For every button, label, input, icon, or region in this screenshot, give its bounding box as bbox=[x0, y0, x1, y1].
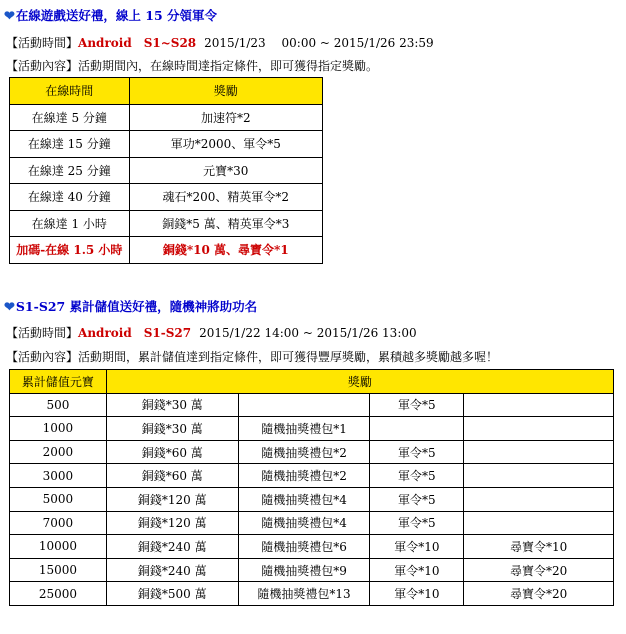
table-row bbox=[10, 487, 614, 511]
table-row bbox=[10, 417, 614, 441]
cell-amount: 500 bbox=[10, 393, 107, 417]
section1-title-block bbox=[4, 6, 217, 24]
cell-time: 在線達 1 小時 bbox=[10, 210, 130, 237]
table-row bbox=[10, 440, 614, 464]
cell-order: 軍令*5 bbox=[370, 464, 464, 488]
table-row bbox=[10, 184, 323, 211]
cell-amount: 3000 bbox=[10, 464, 107, 488]
section1-content-label: 【活動內容】 bbox=[6, 59, 79, 73]
table-row bbox=[10, 511, 614, 535]
cell-treasure bbox=[464, 417, 614, 441]
cell-amount: 25000 bbox=[10, 582, 107, 606]
cell-reward: 軍功*2000、軍令*5 bbox=[129, 131, 322, 158]
section2-content-label: 【活動內容】 bbox=[6, 350, 79, 364]
section2-title: S1-S27 累計儲值送好禮，隨機神將助功名 bbox=[15, 299, 258, 314]
cell-pack: 隨機抽獎禮包*2 bbox=[238, 464, 370, 488]
online-reward-table bbox=[9, 77, 323, 264]
section1-platform: Android S1~S28 bbox=[78, 36, 197, 50]
cell-order: 軍令*5 bbox=[370, 487, 464, 511]
cell-amount: 1000 bbox=[10, 417, 107, 441]
cell-copper: 銅錢*240 萬 bbox=[106, 535, 238, 559]
cell-treasure: 尋寶令*10 bbox=[464, 535, 614, 559]
section1-time-label: 【活動時間】 bbox=[6, 36, 79, 50]
section2-platform: Android S1-S27 bbox=[78, 326, 192, 340]
table-row bbox=[10, 582, 614, 606]
cell-reward: 元寶*30 bbox=[129, 157, 322, 184]
cell-amount: 15000 bbox=[10, 558, 107, 582]
section2-content-line bbox=[6, 348, 498, 365]
cell-amount: 2000 bbox=[10, 440, 107, 464]
table-row bbox=[10, 393, 614, 417]
section1-title: 在線遊戲送好禮，線上 15 分領軍令 bbox=[15, 8, 218, 23]
table-row-bonus bbox=[10, 237, 323, 264]
table-row bbox=[10, 464, 614, 488]
header-reward: 獎勵 bbox=[129, 78, 322, 105]
section2-time-label: 【活動時間】 bbox=[6, 326, 79, 340]
cell-copper: 銅錢*60 萬 bbox=[106, 464, 238, 488]
cell-treasure bbox=[464, 393, 614, 417]
cell-pack bbox=[238, 393, 370, 417]
cell-pack: 隨機抽獎禮包*4 bbox=[238, 511, 370, 535]
cell-time: 在線達 5 分鐘 bbox=[10, 104, 130, 131]
cell-pack: 隨機抽獎禮包*6 bbox=[238, 535, 370, 559]
section1-content-line bbox=[6, 57, 378, 74]
cell-order: 軍令*5 bbox=[370, 393, 464, 417]
header-online-time: 在線時間 bbox=[10, 78, 130, 105]
cell-pack: 隨機抽獎禮包*4 bbox=[238, 487, 370, 511]
cell-reward: 魂石*200、精英軍令*2 bbox=[129, 184, 322, 211]
cell-amount: 7000 bbox=[10, 511, 107, 535]
cell-order bbox=[370, 417, 464, 441]
header-reward: 獎勵 bbox=[106, 370, 613, 394]
cell-order: 軍令*5 bbox=[370, 511, 464, 535]
table-row bbox=[10, 157, 323, 184]
cell-copper: 銅錢*500 萬 bbox=[106, 582, 238, 606]
table-row bbox=[10, 210, 323, 237]
section1-time-range: 2015/1/23 00:00 ~ 2015/1/26 23:59 bbox=[204, 36, 434, 50]
cell-reward: 銅錢*10 萬、尋寶令*1 bbox=[129, 237, 322, 264]
cell-time: 在線達 15 分鐘 bbox=[10, 131, 130, 158]
cell-reward: 銅錢*5 萬、精英軍令*3 bbox=[129, 210, 322, 237]
header-topup-amount: 累計儲值元寶 bbox=[10, 370, 107, 394]
cell-order: 軍令*5 bbox=[370, 440, 464, 464]
cell-treasure: 尋寶令*20 bbox=[464, 558, 614, 582]
cell-pack: 隨機抽獎禮包*1 bbox=[238, 417, 370, 441]
cell-treasure bbox=[464, 440, 614, 464]
section2-title-block bbox=[4, 297, 257, 315]
cell-amount: 5000 bbox=[10, 487, 107, 511]
section2-time-range: 2015/1/22 14:00 ~ 2015/1/26 13:00 bbox=[199, 326, 417, 340]
section2-content-text: 活動期間，累計儲值達到指定條件，即可獲得豐厚獎勵，累積越多獎勵越多喔！ bbox=[78, 350, 499, 364]
cell-treasure bbox=[464, 511, 614, 535]
section1-content-text: 活動期間內，在線時間達指定條件，即可獲得指定獎勵。 bbox=[78, 59, 379, 73]
cell-copper: 銅錢*30 萬 bbox=[106, 393, 238, 417]
topup-reward-table bbox=[9, 369, 614, 606]
cell-time: 在線達 40 分鐘 bbox=[10, 184, 130, 211]
cell-order: 軍令*10 bbox=[370, 558, 464, 582]
section2-time-line bbox=[6, 324, 417, 341]
cell-copper: 銅錢*60 萬 bbox=[106, 440, 238, 464]
cell-pack: 隨機抽獎禮包*13 bbox=[238, 582, 370, 606]
cell-copper: 銅錢*120 萬 bbox=[106, 511, 238, 535]
section1-time-line bbox=[6, 34, 434, 51]
cell-pack: 隨機抽獎禮包*9 bbox=[238, 558, 370, 582]
cell-treasure bbox=[464, 487, 614, 511]
table-header-row bbox=[10, 370, 614, 394]
cell-treasure bbox=[464, 464, 614, 488]
cell-order: 軍令*10 bbox=[370, 535, 464, 559]
cell-reward: 加速符*2 bbox=[129, 104, 322, 131]
cell-copper: 銅錢*120 萬 bbox=[106, 487, 238, 511]
cell-pack: 隨機抽獎禮包*2 bbox=[238, 440, 370, 464]
cell-time: 在線達 25 分鐘 bbox=[10, 157, 130, 184]
table-row bbox=[10, 558, 614, 582]
table-row bbox=[10, 131, 323, 158]
heart-icon: ❤ bbox=[4, 300, 15, 315]
cell-copper: 銅錢*30 萬 bbox=[106, 417, 238, 441]
cell-order: 軍令*10 bbox=[370, 582, 464, 606]
cell-treasure: 尋寶令*20 bbox=[464, 582, 614, 606]
cell-time: 加碼-在線 1.5 小時 bbox=[10, 237, 130, 264]
cell-amount: 10000 bbox=[10, 535, 107, 559]
cell-copper: 銅錢*240 萬 bbox=[106, 558, 238, 582]
table-row bbox=[10, 535, 614, 559]
table-header-row bbox=[10, 78, 323, 105]
table-row bbox=[10, 104, 323, 131]
heart-icon: ❤ bbox=[4, 9, 15, 24]
